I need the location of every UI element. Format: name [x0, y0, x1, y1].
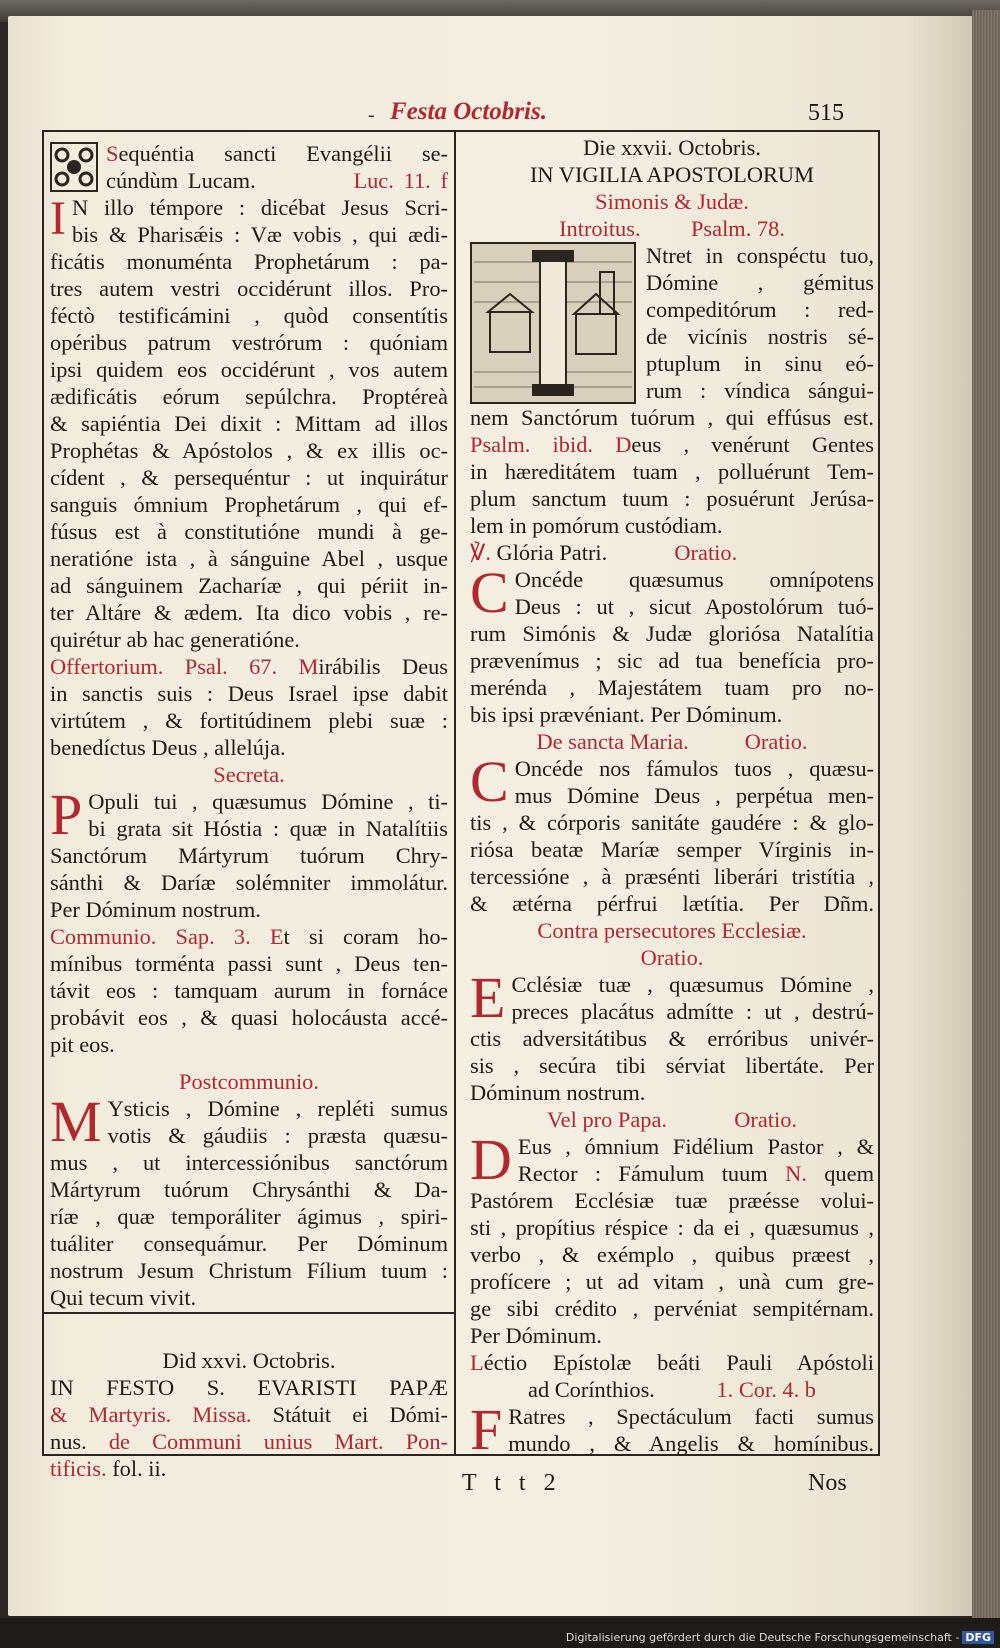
offertory-label: Offertorium. Psal. 67. — [50, 654, 278, 679]
right-column — [470, 134, 874, 1462]
secret-line: sánthi & Daríæ solémniter immolátur. — [50, 870, 448, 895]
introit-line: de vicínis nostris sé- — [646, 324, 874, 349]
mary-line: Oncéde nos fámulos tuos , quæsu- — [514, 756, 874, 781]
persecutors-line: Cclésiæ tuæ , quæsumus Dómine , — [511, 972, 874, 997]
collect-line: merénda , Majestátem tuam pro no- — [470, 675, 874, 700]
pope-line: ge sibi crédito , pervéniat sempitérnam. — [470, 1296, 874, 1321]
introit-line: rum : víndica sángui- — [646, 378, 874, 403]
evaristus-text-2: nus. — [50, 1429, 87, 1454]
postcommunion-line: nostrum Jesum Christum Fílium tuum : — [50, 1258, 448, 1283]
pope-line: sti , propítius réspice : da ei , quæsumus , — [470, 1215, 874, 1240]
communion-line: t si coram ho- — [283, 924, 448, 949]
evaristus-entry — [50, 1347, 448, 1482]
vigil-date: Die xxvii. Octobris. — [583, 135, 761, 160]
lesson-reference: 1. Cor. 4. b — [716, 1377, 816, 1402]
collect-oratio-label: Oratio. — [674, 540, 738, 565]
persecutors-prayer — [470, 917, 874, 1106]
communion-line: távit eos : tamquam aurum in fornáce — [50, 978, 448, 1003]
secret-drop-cap: P — [50, 782, 83, 847]
page-number: 515 — [808, 100, 844, 126]
book-fore-edge — [972, 10, 1000, 1620]
postcommunion-line: ríæ , quæ temporáliter ágimus , spiri- — [50, 1204, 448, 1229]
page-header — [0, 98, 1000, 128]
mary-prayer — [470, 728, 874, 917]
gospel-line: ficátis monuménta Prophetárum : pa- — [50, 249, 448, 274]
pope-line: quem — [824, 1161, 874, 1186]
communion-line: probávit eos , & quasi holocáusta accé- — [50, 1005, 448, 1030]
communion — [50, 923, 448, 1058]
introit-line: Dómine , gémitus — [646, 270, 874, 295]
dfg-logo: DFG — [962, 1631, 994, 1644]
pope-line: Eus , ómnium Fidélium Pastor , & — [517, 1134, 874, 1159]
gospel-drop-cap: I — [50, 192, 66, 245]
pope-line: Per Dóminum. — [470, 1323, 602, 1348]
fratres-line: mundo , & Angelis & homínibus. — [508, 1431, 874, 1456]
fratres-line: Ratres , Spectáculum facti sumus — [508, 1404, 874, 1429]
column-divider — [454, 130, 456, 1456]
mary-heading: De sancta Maria. — [536, 729, 689, 754]
postcommunion-line: tuáliter consequámur. Per Dóminum — [50, 1231, 448, 1256]
communion-line: mínibus torménta passi sunt , Deus ten- — [50, 951, 448, 976]
evaristus-date: Did xxvi. Octobris. — [162, 1348, 336, 1373]
psalm-line: eus , venérunt Gentes — [631, 432, 874, 457]
gospel-title-line-2: cúndùm Lucam. — [106, 168, 256, 193]
catchword: Nos — [808, 1470, 847, 1496]
collect-line: prævenímus ; sic ad tua benefícia pro- — [470, 648, 874, 673]
gospel-heading — [50, 140, 448, 194]
introit — [470, 242, 874, 431]
evaristus-text-3: fol. ii. — [112, 1456, 167, 1481]
persecutors-line: ctis adversitátibus & erróribus univér- — [470, 1026, 874, 1051]
postcommunion-line: Qui tecum vivit. — [50, 1285, 197, 1310]
psalm — [470, 431, 874, 566]
communion-initial: E — [269, 924, 284, 949]
gospel-line: fúsus est à constitutióne mundi à ge- — [50, 519, 448, 544]
lesson — [470, 1349, 874, 1462]
psalm-line: plum sanctum tuum : posuérunt Jerúsa- — [470, 486, 874, 511]
floral-ornament-icon — [50, 142, 98, 192]
mary-line: & ætérna pérfrui lætítia. Per Dñm. — [470, 891, 874, 916]
pope-line: verbo , & exémplo , quibus præest , — [470, 1242, 874, 1267]
persecutors-heading: Contra persecutores Ecclesiæ. — [537, 918, 807, 943]
evaristus-text-1: Státuit ei Dómi- — [272, 1402, 448, 1427]
persecutors-line: sis , secúra tibi sérviat libertáte. Per — [470, 1053, 874, 1078]
gospel-line: Prophétas & Apóstolos , & ex illis oc- — [50, 438, 448, 463]
psalm-line: in hæreditátem tuam , polluérunt Tem- — [470, 459, 874, 484]
gospel-line: quirétur ab hac generatióne. — [50, 627, 300, 652]
fratres-drop-cap: F — [470, 1397, 503, 1462]
pope-drop-cap: D — [470, 1127, 512, 1192]
persecutors-line: Dóminum nostrum. — [470, 1080, 646, 1105]
psalm-label: Psalm. ibid. — [470, 432, 593, 457]
gospel-line: tres autem vestri occidérunt illos. Pro- — [50, 276, 448, 301]
signature-mark: T t t 2 — [462, 1470, 562, 1496]
pope-heading: Vel pro Papa. — [547, 1107, 668, 1132]
postcommunion-drop-cap: M — [50, 1089, 102, 1154]
vigil-title: IN VIGILIA APOSTOLORUM — [529, 162, 815, 187]
running-title: Festa Octobris. — [390, 98, 547, 125]
collect-line: Oncéde quæsumus omnípotens — [514, 567, 874, 592]
postcommunion-line: Mártyrum tuórum Chrysánthi & Da- — [50, 1177, 448, 1202]
communion-line: pit eos. — [50, 1032, 115, 1057]
lesson-initial: L — [470, 1350, 484, 1375]
gospel-line: neratióne ista , à sánguine Abel , usque — [50, 546, 448, 571]
lesson-title-2: ad Corínthios. — [528, 1377, 655, 1402]
mary-drop-cap: C — [470, 749, 509, 814]
offertory-line: in sanctis suis : Deus Israel ipse dabit — [50, 681, 448, 706]
gospel-line: N illo témpore : dicébat Jesus Scri- — [71, 195, 448, 220]
postcommunion-line: votis & gáudiis : præsta quæsu- — [107, 1123, 448, 1148]
offertory-line: virtútem , & fortitúdinem plebi suæ : — [50, 708, 448, 733]
offertory — [50, 653, 448, 761]
pope-line: Rector : Fámulum tuum — [517, 1161, 768, 1186]
introit-psalm: Psalm. 78. — [690, 216, 785, 241]
gospel-title-line-1: equéntia sancti Evangélii se- — [118, 141, 448, 166]
introit-line: Ntret in conspéctu tuo, — [646, 243, 874, 268]
gloria-text: Glória Patri. — [496, 540, 608, 565]
introit-line: compeditórum : red- — [646, 297, 874, 322]
gospel-line: ter Altáre & ædem. Ita dico vobis , re- — [50, 600, 448, 625]
gospel-line: cídent , & persequéntur : ut inquirátur — [50, 465, 448, 490]
funding-note — [566, 1631, 994, 1644]
secret-line: Sanctórum Mártyrum tuórum Chry- — [50, 843, 448, 868]
mary-line: mus Dómine Deus , perpétua men- — [514, 783, 874, 808]
postcommunion — [50, 1068, 448, 1311]
secret-line: bi grata sit Hóstia : quæ in Natalítiis — [88, 816, 448, 841]
offertory-line: irábilis Deus — [318, 654, 448, 679]
gospel-reference: Luc. 11. f — [353, 168, 449, 193]
collect-line: bis ipsi prævéniant. Per Dóminum. — [470, 702, 783, 727]
evaristus-red-1: & Martyris. Missa. — [50, 1402, 252, 1427]
gospel-line: opéribus patrum vestrórum : quóniam — [50, 330, 448, 355]
gospel-line: sanguis ómnium Prophetárum , qui ef- — [50, 492, 448, 517]
gospel-title-initial: S — [106, 141, 119, 166]
postcommunion-heading: Postcommunio. — [179, 1069, 319, 1094]
secret-line: Opuli tui , quæsumus Dómine , ti- — [88, 789, 448, 814]
postcommunion-line: Ysticis , Dómine , repléti sumus — [107, 1096, 448, 1121]
gospel-text — [50, 194, 448, 653]
header-dash: - — [368, 104, 375, 126]
gospel-line: féctò testificámini , quòd consentítis — [50, 303, 448, 328]
mary-line: tercessióne , à præsénti liberári tristítia , — [470, 864, 874, 889]
persecutors-oratio-label: Oratio. — [640, 945, 704, 970]
left-column — [50, 140, 448, 1482]
gospel-line: & sapiéntia Dei dixit : Mittam ad illos — [50, 411, 448, 436]
gospel-line: bis & Pharisǽis : Væ vobis , qui ædi- — [71, 222, 448, 247]
mary-line: tis , & córporis sanitáte gaudére : & glo- — [470, 810, 874, 835]
persecutors-drop-cap: E — [470, 965, 506, 1030]
pope-line: Pastórem Ecclésiæ tuæ præésse volui- — [470, 1188, 874, 1213]
introit-last-line: nem Sanctórum tuórum , qui effúsus est. — [470, 405, 874, 430]
communion-label: Communio. Sap. 3. — [50, 924, 251, 949]
introit-label: Introitus. — [559, 216, 641, 241]
offertory-initial: M — [298, 654, 319, 679]
pope-line: profícere ; ut ad vitam , unà cum gre- — [470, 1269, 874, 1294]
collect-line: Deus : ut , sicut Apostolórum tuó- — [514, 594, 874, 619]
secret — [50, 761, 448, 923]
pope-prayer — [470, 1106, 874, 1349]
woodcut-initial-i-image — [470, 242, 636, 404]
pope-oratio-label: Oratio. — [734, 1107, 797, 1132]
collect-drop-cap: C — [470, 560, 509, 625]
vigil-subtitle: Simonis & Judæ. — [595, 189, 749, 214]
lesson-title-1: éctio Epístolæ beáti Pauli Apóstoli — [483, 1350, 874, 1375]
gospel-line: ipsi quidem eos occidérunt , vos autem — [50, 357, 448, 382]
offertory-line: benedíctus Deus , allelúja. — [50, 735, 286, 760]
collect — [470, 560, 874, 728]
persecutors-line: preces placátus admítte : ut , destrú- — [511, 999, 874, 1024]
evaristus-red-2: de Communi unius Mart. Pon- — [108, 1429, 448, 1454]
psalm-line: lem in pomórum custódiam. — [470, 513, 723, 538]
evaristus-title: IN FESTO S. EVARISTI PAPÆ — [50, 1375, 448, 1400]
mary-line: riósa beatæ Maríæ semper Vírginis in- — [470, 837, 874, 862]
funding-note-text: Digitalisierung gefördert durch die Deutsche Forschungsgemeinschaft - — [565, 1631, 960, 1644]
gospel-line: ad sánguinem Zacharíæ , qui périit in- — [50, 573, 448, 598]
mary-oratio-label: Oratio. — [744, 729, 808, 754]
pope-name-placeholder: N. — [785, 1161, 807, 1186]
versicle-icon: ℣. — [470, 540, 491, 565]
secret-line: Per Dóminum nostrum. — [50, 897, 261, 922]
psalm-initial: D — [615, 432, 632, 457]
introit-line: ptuplum in sinu eó- — [646, 351, 874, 376]
secret-heading: Secreta. — [213, 762, 285, 787]
postcommunion-line: mus , ut intercessiónibus sanctórum — [50, 1150, 448, 1175]
gospel-line: ædificátis eórum sepúlchra. Proptéreà — [50, 384, 448, 409]
collect-line: rum Simónis & Judæ gloriósa Natalítia — [470, 621, 874, 646]
evaristus-red-3: tificis. — [50, 1456, 107, 1481]
